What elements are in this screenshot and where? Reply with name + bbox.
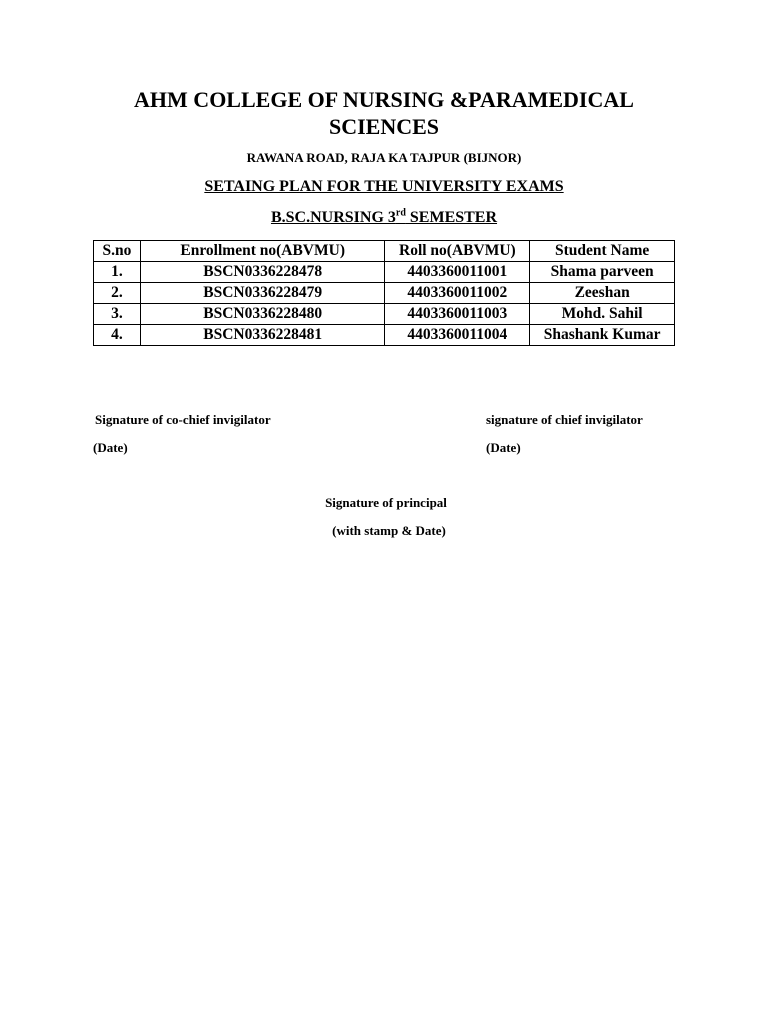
cell-enrollment: BSCN0336228480: [140, 304, 385, 325]
college-address: RAWANA ROAD, RAJA KA TAJPUR (BIJNOR): [246, 150, 522, 165]
cell-student-name: Mohd. Sahil: [530, 304, 675, 325]
cell-sno: 3.: [94, 304, 141, 325]
table-row: [94, 262, 675, 283]
header-enrollment: Enrollment no(ABVMU): [140, 241, 385, 262]
semester-suffix: SEMESTER: [405, 209, 498, 226]
cell-roll: 4403360011003: [385, 304, 530, 325]
principal-stamp-note: (with stamp & Date): [332, 523, 446, 538]
seating-table: [93, 240, 675, 346]
cell-student-name: Zeeshan: [530, 283, 675, 304]
semester-prefix: B.SC.NURSING 3: [270, 209, 396, 226]
co-chief-signature-label: Signature of co-chief invigilator: [95, 412, 271, 427]
cell-enrollment: BSCN0336228481: [140, 325, 385, 346]
co-chief-date-label: (Date): [93, 440, 128, 455]
chief-date-label: (Date): [486, 440, 521, 455]
table-row: [94, 283, 675, 304]
header-roll: Roll no(ABVMU): [385, 241, 530, 262]
chief-signature-label: signature of chief invigilator: [486, 412, 643, 427]
table-header-row: [94, 241, 675, 262]
cell-sno: 4.: [94, 325, 141, 346]
cell-roll: 4403360011004: [385, 325, 530, 346]
cell-sno: 2.: [94, 283, 141, 304]
cell-enrollment: BSCN0336228479: [140, 283, 385, 304]
table-row: [94, 325, 675, 346]
header-student-name: Student Name: [530, 241, 675, 262]
cell-student-name: Shama parveen: [530, 262, 675, 283]
cell-sno: 1.: [94, 262, 141, 283]
cell-roll: 4403360011002: [385, 283, 530, 304]
semester-ordinal: rd: [395, 207, 406, 219]
cell-roll: 4403360011001: [385, 262, 530, 283]
semester-title: [0, 209, 768, 227]
cell-enrollment: BSCN0336228478: [140, 262, 385, 283]
college-title: AHM COLLEGE OF NURSING &PARAMEDICAL SCIENCES: [134, 87, 634, 139]
header-sno: S.no: [94, 241, 141, 262]
cell-student-name: Shashank Kumar: [530, 325, 675, 346]
principal-signature-label: Signature of principal: [325, 495, 447, 510]
table-row: [94, 304, 675, 325]
plan-title: SETAING PLAN FOR THE UNIVERSITY EXAMS: [204, 178, 564, 195]
